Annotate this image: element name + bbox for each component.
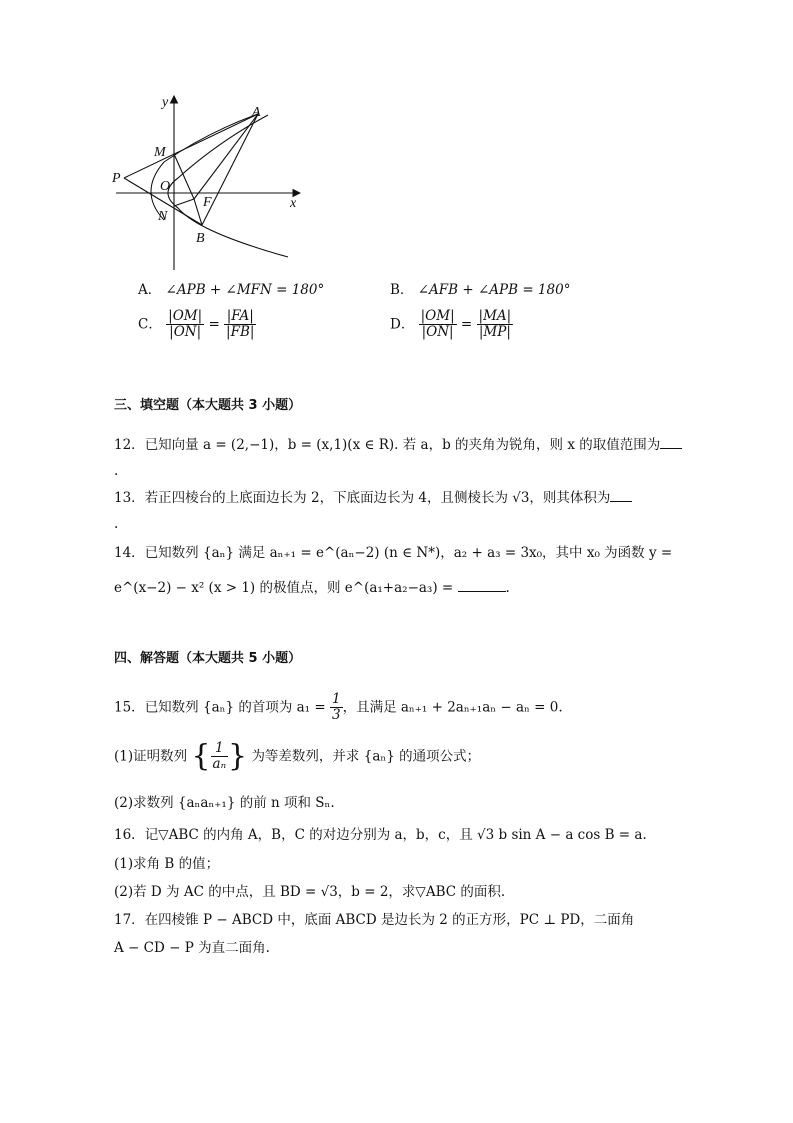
label-x: x bbox=[290, 196, 297, 211]
q17-line1 bbox=[114, 911, 634, 929]
q13-text: 若正四棱台的上底面边长为 2，下底面边长为 4，且侧棱长为 √3，则其体积为 bbox=[144, 490, 611, 506]
q14-number: 14． bbox=[114, 545, 145, 561]
label-y: y bbox=[162, 95, 169, 110]
choice-a-expr: ∠APB + ∠MFN = 180° bbox=[165, 282, 325, 298]
q15-part1-b: 为等差数列，并求 {aₙ} 的通项公式； bbox=[251, 748, 481, 765]
q15-text-b: ，且满足 aₙ₊₁ + 2aₙ₊₁aₙ − aₙ = 0. bbox=[342, 699, 563, 716]
choice-b-prefix: B． bbox=[390, 282, 414, 298]
q16-text: 记▽ABC 的内角 A，B，C 的对边分别为 a，b，c，且 √3 b sin A − a cos B = a. bbox=[144, 827, 647, 843]
q14-text: 已知数列 {aₙ} 满足 aₙ₊₁ = e^(aₙ−2) (n ∈ N*)，a₂ + a₃ = 3x₀，其中 x₀ 为函数 y = bbox=[144, 545, 673, 561]
choice-d-num-1: |OM| bbox=[420, 308, 455, 324]
q14-end: . bbox=[505, 580, 510, 596]
figure-svg bbox=[108, 92, 308, 274]
geometry-figure bbox=[108, 92, 308, 274]
choice-d bbox=[390, 309, 513, 340]
q14-line1 bbox=[114, 544, 672, 562]
q15-part1 bbox=[114, 738, 481, 774]
q12-line1 bbox=[114, 436, 682, 454]
q14-answer-blank bbox=[458, 579, 506, 592]
q14-line2 bbox=[114, 579, 510, 597]
q15-line1 bbox=[114, 692, 563, 723]
q13-answer-blank bbox=[610, 489, 632, 502]
section3-title: 三、填空题（本大题共 3 小题） bbox=[114, 398, 302, 413]
choice-d-frac-1 bbox=[419, 309, 457, 340]
choice-c-den-1: |ON| bbox=[169, 324, 202, 340]
q15-part2: (2)求数列 {aₙaₙ₊₁} 的前 n 项和 Sₙ. bbox=[114, 795, 335, 811]
choice-d-frac-2 bbox=[477, 309, 514, 340]
q15-part1-frac-num: 1 bbox=[211, 741, 229, 757]
choice-b bbox=[390, 281, 570, 299]
line-MF bbox=[174, 154, 194, 199]
choice-c-eq: = bbox=[208, 316, 220, 333]
choice-a-prefix: A． bbox=[138, 282, 162, 298]
choice-d-den-2: |MP| bbox=[478, 324, 511, 340]
q13-line2: . bbox=[114, 516, 119, 532]
choice-a bbox=[138, 281, 324, 299]
label-O: O bbox=[160, 179, 171, 194]
label-F: F bbox=[203, 195, 212, 210]
q16-part2: (2)若 D 为 AC 的中点，且 BD = √3，b = 2，求▽ABC 的面积. bbox=[114, 884, 506, 900]
choice-c-num-2: |FA| bbox=[224, 309, 256, 325]
q13-number: 13． bbox=[114, 490, 145, 506]
q12-line2: . bbox=[114, 463, 119, 479]
label-A: A bbox=[252, 105, 261, 120]
q16-number: 16． bbox=[114, 827, 145, 843]
q16-part1: (1)求角 B 的值； bbox=[114, 856, 220, 872]
q16-line1 bbox=[114, 826, 647, 844]
section4-title: 四、解答题（本大题共 5 小题） bbox=[114, 651, 302, 666]
choice-c-num-1: |OM| bbox=[168, 308, 203, 324]
choice-d-prefix: D． bbox=[390, 316, 415, 333]
choice-d-den-1: |ON| bbox=[421, 324, 454, 340]
q13-line1 bbox=[114, 489, 632, 507]
q15-fraction bbox=[330, 692, 343, 723]
q17-line2: A − CD − P 为直二面角. bbox=[114, 940, 270, 956]
choice-c-den-2: |FB| bbox=[226, 324, 255, 340]
choice-c bbox=[138, 309, 256, 340]
q15-part1-fraction bbox=[211, 741, 229, 772]
q17-text: 在四棱锥 P − ABCD 中，底面 ABCD 是边长为 2 的正方形，PC ⊥ PD，二面角 bbox=[144, 912, 635, 928]
q15-frac-den: 3 bbox=[332, 707, 341, 723]
choice-c-frac-1 bbox=[166, 309, 204, 340]
choice-c-frac-2 bbox=[224, 309, 256, 340]
q17-number: 17． bbox=[114, 912, 145, 928]
choice-d-num-2: |MA| bbox=[478, 308, 512, 324]
q15-frac-num: 1 bbox=[332, 691, 341, 707]
label-P: P bbox=[112, 171, 121, 186]
line-PA bbox=[124, 114, 258, 178]
q15-brace-right: } bbox=[228, 738, 248, 774]
label-B: B bbox=[196, 231, 205, 246]
q12-text: 已知向量 a = (2,−1)，b = (x,1)(x ∈ R). 若 a，b 的夹角为锐角，则 x 的取值范围为 bbox=[144, 437, 661, 453]
q15-brace-left: { bbox=[191, 738, 211, 774]
q15-part1-a: (1)证明数列 bbox=[114, 748, 188, 765]
q15-text-a: 已知数列 {aₙ} 的首项为 a₁ = bbox=[144, 699, 326, 716]
line-NF bbox=[174, 199, 194, 206]
q15-part1-frac-den: aₙ bbox=[212, 756, 227, 772]
label-N: N bbox=[158, 209, 168, 224]
choice-d-eq: = bbox=[460, 316, 473, 333]
choice-c-prefix: C． bbox=[138, 316, 162, 333]
choice-b-expr: ∠AFB + ∠APB = 180° bbox=[417, 282, 571, 298]
q12-answer-blank bbox=[660, 436, 682, 449]
parabola-curve bbox=[168, 115, 288, 257]
label-M: M bbox=[154, 145, 166, 160]
q15-number: 15． bbox=[114, 699, 145, 716]
q14-text-2: e^(x−2) − x² (x > 1) 的极值点，则 e^(a₁+a₂−a₃) = bbox=[114, 580, 454, 596]
q12-number: 12． bbox=[114, 437, 145, 453]
